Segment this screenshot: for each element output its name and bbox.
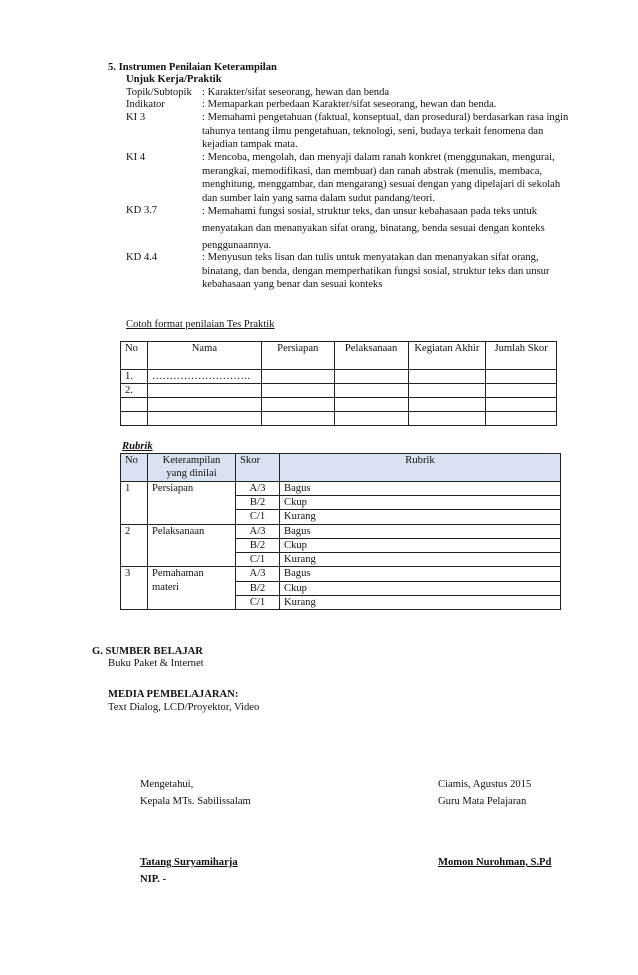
format-table-header [121, 342, 557, 370]
header-cell: Kegiatan Akhir [408, 342, 486, 370]
table-cell [486, 370, 557, 384]
rubrik-skor: A/3 [236, 567, 280, 581]
table-cell [408, 398, 486, 412]
table-row [121, 370, 557, 384]
table-cell [334, 384, 408, 398]
header-cell: No [121, 342, 148, 370]
table-cell [334, 412, 408, 426]
kv-key: Topik/Subtopik [126, 87, 192, 98]
rubrik-desc: Bagus [280, 482, 561, 496]
table-cell [261, 384, 334, 398]
header-cell: No [121, 454, 148, 482]
table-cell [121, 412, 148, 426]
media-heading: MEDIA PEMBELAJARAN: [108, 689, 239, 700]
table-cell [408, 384, 486, 398]
kv-key: KI 4 [126, 152, 146, 163]
rubrik-skill: Pelaksanaan [148, 524, 236, 567]
rubrik-desc: Ckup [280, 581, 561, 595]
rubrik-no: 3 [121, 567, 148, 610]
rubrik-desc: Ckup [280, 538, 561, 552]
section-5-heading: 5. Instrumen Penilaian Keterampilan [108, 62, 277, 73]
header-cell: Pelaksanaan [334, 342, 408, 370]
sign-right-line1: Ciamis, Agustus 2015 [438, 779, 532, 790]
table-cell [408, 370, 486, 384]
rubrik-desc: Bagus [280, 567, 561, 581]
media-body: Text Dialog, LCD/Proyektor, Video [108, 702, 260, 713]
kv-value: : Memaparkan perbedaan Karakter/sifat seseorang, hewan dan benda. [202, 99, 497, 110]
header-cell: Jumlah Skor [486, 342, 557, 370]
rubrik-table-header [121, 454, 561, 482]
kv-key: KD 3.7 [126, 205, 158, 216]
header-cell: Skor [236, 454, 280, 482]
table-cell [147, 398, 261, 412]
sign-right-name: Momon Nurohman, S.Pd [438, 857, 552, 868]
rubrik-skor: B/2 [236, 538, 280, 552]
rubrik-skill: Persiapan [148, 482, 236, 525]
table-row [121, 398, 557, 412]
rubrik-no: 2 [121, 524, 148, 567]
table-row [121, 524, 561, 538]
table-row [121, 567, 561, 581]
table-cell: ………………………. [147, 370, 261, 384]
rubrik-skor: C/1 [236, 553, 280, 567]
rubrik-skor: A/3 [236, 524, 280, 538]
format-table [120, 341, 557, 426]
table-cell [261, 398, 334, 412]
sign-left-nip: NIP. - [140, 874, 167, 885]
kv-value: : Karakter/sifat seseorang, hewan dan benda [202, 87, 390, 98]
rubrik-table [120, 453, 561, 610]
kv-key: KD 4.4 [126, 252, 158, 263]
table-cell [147, 384, 261, 398]
table-cell [261, 370, 334, 384]
section-g-heading: G. SUMBER BELAJAR [92, 646, 203, 657]
rubrik-desc: Kurang [280, 510, 561, 524]
kv-value: : Memahami pengetahuan (faktual, konseptual, dan prosedural) berdasarkan rasa ingin tahunya tentang ilmu pengetahuan, teknologi, seni, budaya terkait fenomena dan kejadian tampak mata. [202, 112, 569, 151]
table-cell [261, 412, 334, 426]
kv-key: KI 3 [126, 112, 146, 123]
table-row [121, 482, 561, 496]
kv-value: : Memahami fungsi sosial, struktur teks, dan unsur kebahasaan pada teks untuk menyatakan dan menanyakan sifat orang, binatang, benda sesuai dengan konteks penggunaannya. [202, 206, 545, 251]
rubrik-skor: B/2 [236, 581, 280, 595]
sign-left-name: Tatang Suryamiharja [140, 857, 238, 868]
table-cell: 2. [121, 384, 148, 398]
kv-value: : Menyusun teks lisan dan tulis untuk menyatakan dan menanyakan sifat orang, binatang, dan benda, dengan memperhatikan fungsi sosial, struktur teks dan unsur kebahasaan yang benar dan sesuai konteks [202, 252, 550, 291]
table-cell: 1. [121, 370, 148, 384]
header-cell: Keterampilan yang dinilai [148, 454, 236, 482]
table-cell [486, 384, 557, 398]
kv-key: Indikator [126, 99, 165, 110]
table-cell [334, 370, 408, 384]
rubrik-title: Rubrik [122, 441, 153, 452]
rubrik-desc: Kurang [280, 553, 561, 567]
sign-left-line1: Mengetahui, [140, 779, 194, 790]
rubrik-skor: C/1 [236, 510, 280, 524]
rubrik-skor: C/1 [236, 595, 280, 609]
table-cell [147, 412, 261, 426]
table-cell [486, 412, 557, 426]
table-row [121, 412, 557, 426]
rubrik-no: 1 [121, 482, 148, 525]
sign-left-line2: Kepala MTs. Sabilissalam [140, 796, 251, 807]
header-cell: Persiapan [261, 342, 334, 370]
section-5-subheading: Unjuk Kerja/Praktik [126, 74, 222, 85]
sign-right-line2: Guru Mata Pelajaran [438, 796, 527, 807]
table-cell [486, 398, 557, 412]
rubrik-desc: Bagus [280, 524, 561, 538]
header-cell: Nama [147, 342, 261, 370]
table-cell [334, 398, 408, 412]
section-g-body: Buku Paket & Internet [108, 658, 204, 669]
rubrik-skor: A/3 [236, 482, 280, 496]
rubrik-desc: Kurang [280, 595, 561, 609]
rubrik-skill: Pemahaman materi [148, 567, 236, 610]
format-title: Cotoh format penilaian Tes Praktik [126, 319, 275, 330]
header-cell: Rubrik [280, 454, 561, 482]
table-row [121, 384, 557, 398]
table-cell [408, 412, 486, 426]
table-cell [121, 398, 148, 412]
kv-value: : Mencoba, mengolah, dan menyaji dalam ranah konkret (menggunakan, mengurai, merangkai, memodifikasi, dan membuat) dan ranah abstrak (menulis, membaca, menghitung, menggambar, dan mengarang) sesuai dengan yang dipelajari di sekolah dan sumber lain yang sama dalam sudut pandang/teori. [202, 152, 561, 204]
rubrik-skor: B/2 [236, 496, 280, 510]
rubrik-desc: Ckup [280, 496, 561, 510]
